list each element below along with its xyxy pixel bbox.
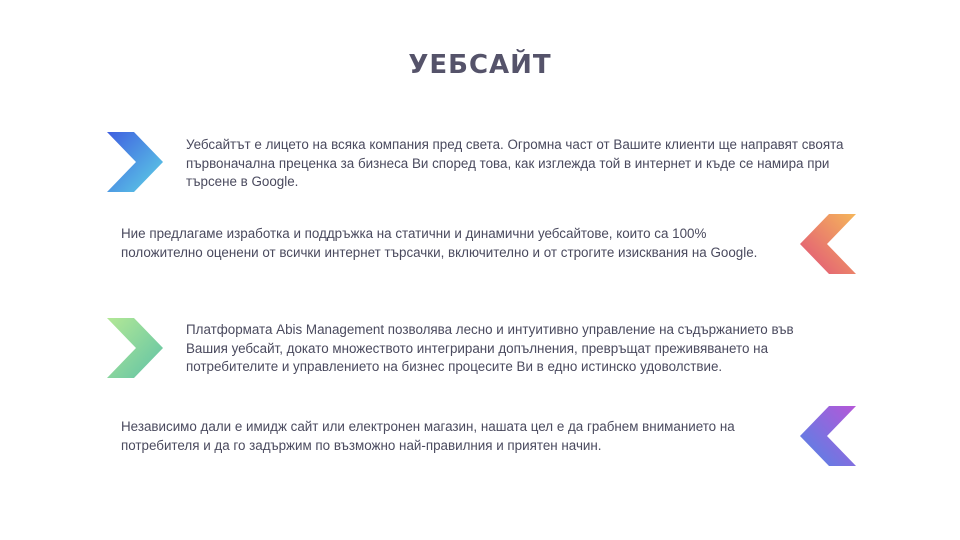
chevron-left-icon — [800, 406, 856, 466]
slide-title: УЕБСАЙТ — [408, 50, 552, 80]
paragraph-development-support: Ние предлагаме изработка и поддръжка на статични и динамични уебсайтове, които са 100% положително оценени от всички интернет търсачки, включително и от строгите изисквания на Google. — [121, 226, 758, 260]
chevron-right-icon — [107, 318, 163, 378]
chevron-left-icon — [800, 214, 856, 274]
chevron-right-icon — [107, 132, 163, 192]
paragraph-platform-management: Платформата Abis Management позволява лесно и интуитивно управление на съдържанието във Вашия уебсайт, докато множеството интегрирани допълнения, превръщат преживяването на потребителите и управлението на бизнес процесите Ви в едно истинско удоволствие. — [186, 322, 794, 374]
paragraph-attention-goal: Независимо дали е имидж сайт или електронен магазин, нашата цел е да грабнем вниманието на потребителя и да го задържим по възможно най-правилния и приятен начин. — [121, 419, 735, 453]
paragraph-website-face: Уебсайтът е лицето на всяка компания пред света. Огромна част от Вашите клиенти ще направят своята първоначална преценка за бизнеса Ви според това, как изглежда той в интернет и къде се намира при търсене в Google. — [186, 137, 844, 189]
